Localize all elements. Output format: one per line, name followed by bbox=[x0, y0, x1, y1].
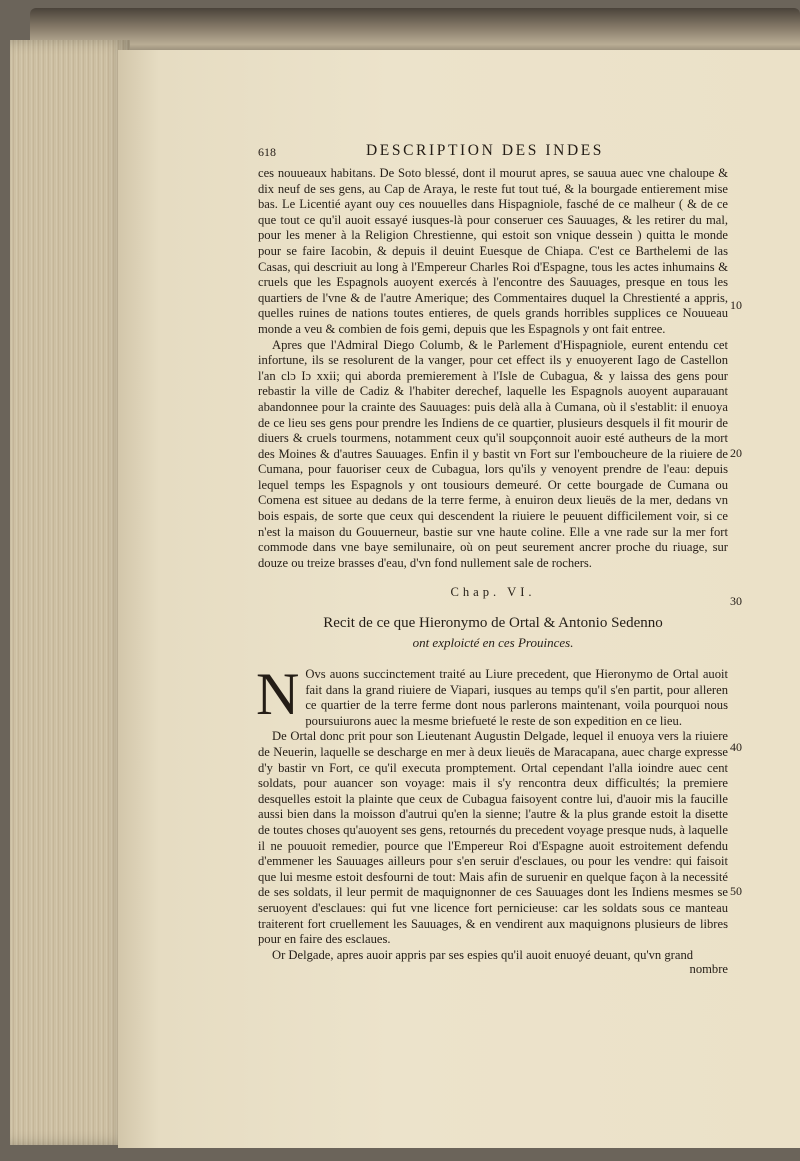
section-title-line-1: Recit de ce que Hieronymo de Ortal & Antonio Sedenno bbox=[323, 615, 663, 632]
paragraph-4: De Ortal donc prit pour son Lieutenant Augustin Delgade, lequel il enuoya vers la riuiere de Neuerin, laquelle se descharge en mer à deux lieuës de Maracapana, auec charge expresse d'y bastir vn Fort, ce qu'il executa promptement. Ortal cependant l'alla ioindre auec cent soldats, pour auancer son voyage: mais il s'y rencontra deux difficultés; la premiere desquelles estoit la plainte que ceux de Cubagua faisoyent contre lui, d'auoir mis la faucille aussi bien dans la moisson d'autrui qu'en la sienne; l'autre & la plus grande estoit la disette de toutes choses qu'auoyent ses gens, retournés du precedent voyage presque nuds, à laquelle il ne pouuoit remedier, pource que l'Empereur Roi d'Espagne auoit estroitement defendu d'emmener les Sauuages ailleurs pour s'en seruir d'esclaues, ou pour les vendre: qui faisoit que lui mesme estoit desfourni de tout: Mais afin de suruenir en quelque façon à la necessité de ses soldats, il leur permit de maquignonner de ces Sauuages dont les Indiens mesmes se seruoyent d'esclaues: qui fut vne licence fort pernicieuse: car les soldats sous ce manteau traiterent fort cruellement les Sauuages, & en vendirent aux maquignons plusieurs de libres pour en faire des esclaues. bbox=[258, 729, 728, 947]
section-title bbox=[258, 613, 728, 653]
page-stack-edge bbox=[10, 40, 130, 1145]
text-block bbox=[256, 142, 728, 978]
paragraph-5: Or Delgade, apres auoir appris par ses espies qu'il auoit enuoyé deuant, qu'vn grand bbox=[272, 947, 694, 962]
drop-capital: N bbox=[256, 661, 300, 728]
line-number-10: 10 bbox=[730, 298, 742, 312]
line-number-40: 40 bbox=[730, 740, 742, 754]
page-header bbox=[258, 142, 728, 165]
catchword: nombre bbox=[689, 962, 728, 977]
section-title-line-2: ont exploicté en ces Prouinces. bbox=[412, 635, 574, 651]
paragraph-1: ces nouueaux habitans. De Soto blessé, dont il mourut apres, se sauua auec vne chaloupe & dix neuf de ses gens, au Cap de Araya, le reste fut tout tué, & la bourgade entierement mise bas. Le Licentié ayant ouy ces nouuelles dans Hispagniole, fasché de ce malheur ( & de ce que tout ce qu'il auoit essayé iusques-là pour conseruer ces Sauuages, & les retirer du mal, pour les mener à la Religion Chrestienne, qui estoit son vnique dessein ) quitta le monde pour se faire Iacobin, & depuis il deuint Euesque de Chiapa. C'est ce Barthelemi de las Casas, qui descriuit au long à l'Empereur Charles Roi d'Espagne, tous les actes inhumains & cruels que les Espagnols auoyent exercés à l'encontre des Sauuages, presque en tous les quartiers de l'vne & de l'autre Amerique; des Commentaires duquel la Chrestienté a appris, quelles ruines de nations toutes entieres, de quels grands horribles supplices ce Nouueau monde a veu & combien de fois gemi, depuis que les Espagnols y ont fait entree. bbox=[258, 166, 728, 336]
line-number-20: 20 bbox=[730, 446, 742, 460]
line-number-30: 30 bbox=[730, 594, 742, 608]
paragraph-3 bbox=[256, 661, 728, 729]
paragraph-2: Apres que l'Admiral Diego Columb, & le Parlement d'Hispagniole, eurent entendu cet infortune, ils se resolurent de la vanger, pour cet effect ils y enuoyerent Iago de Castellon l'an clɔ Iɔ xxii; qui aborda premierement à l'Isle de Cubagua, & y laissa des gens pour rebastir la ville de Cadiz & l'habiter derechef, laquelle les Espagnols auoyent auparauant abandonnee pour la crainte des Sauuages: puis delà alla à Cumana, où il s'establit: il enuoya de ce lieu ses gens pour prendre les Indiens de ce quartier, plusieurs desquels il fit mourir de diuers & cruels tourmens, notamment ceux qu'il soupçonnoit auoir esté autheurs de la mort des Moines & d'autres Sauuages. Enfin il y bastit vn Fort sur l'emboucheure de la riuiere de Cumana, pour fauoriser ceux de Cubagua, lors qu'ils y venoyent prendre de l'eau: depuis lequel temps les Espagnols y ont tousiours demeuré. Or cette bourgade de Cumana ou Comena est situee au dedans de la terre ferme, à enuiron deux lieuës de la mer, dedans vn bois espais, de sorte que ceux qui descendent la riuiere le peuuent difficilement voir, si ce n'est la maison du Gouuerneur, bastie sur vne haute coline. Elle a vne rade sur la mer fort commode dans vne baye semilunaire, où on peut seurement ancrer proche du riuage, sur douze ou treize brasses d'eau, d'vn fond nullement sale de rochers. bbox=[258, 337, 728, 570]
page-number: 618 bbox=[258, 145, 276, 159]
paragraph-3-text: Ovs auons succinctement traité au Liure precedent, que Hieronymo de Ortal auoit fait dans la grand riuiere de Viapari, iusques au temps qu'il s'en partit, pour alleren ce quartier de la terre ferme dont nous parlerons maintenant, voila pourquoi nous poursuiurons auec la mesme briefueté le reste de son expedition en ce lieu. bbox=[305, 667, 728, 728]
running-title: DESCRIPTION DES INDES bbox=[366, 142, 605, 159]
line-number-50: 50 bbox=[730, 884, 742, 898]
chapter-heading: Chap. VI. bbox=[450, 585, 536, 600]
